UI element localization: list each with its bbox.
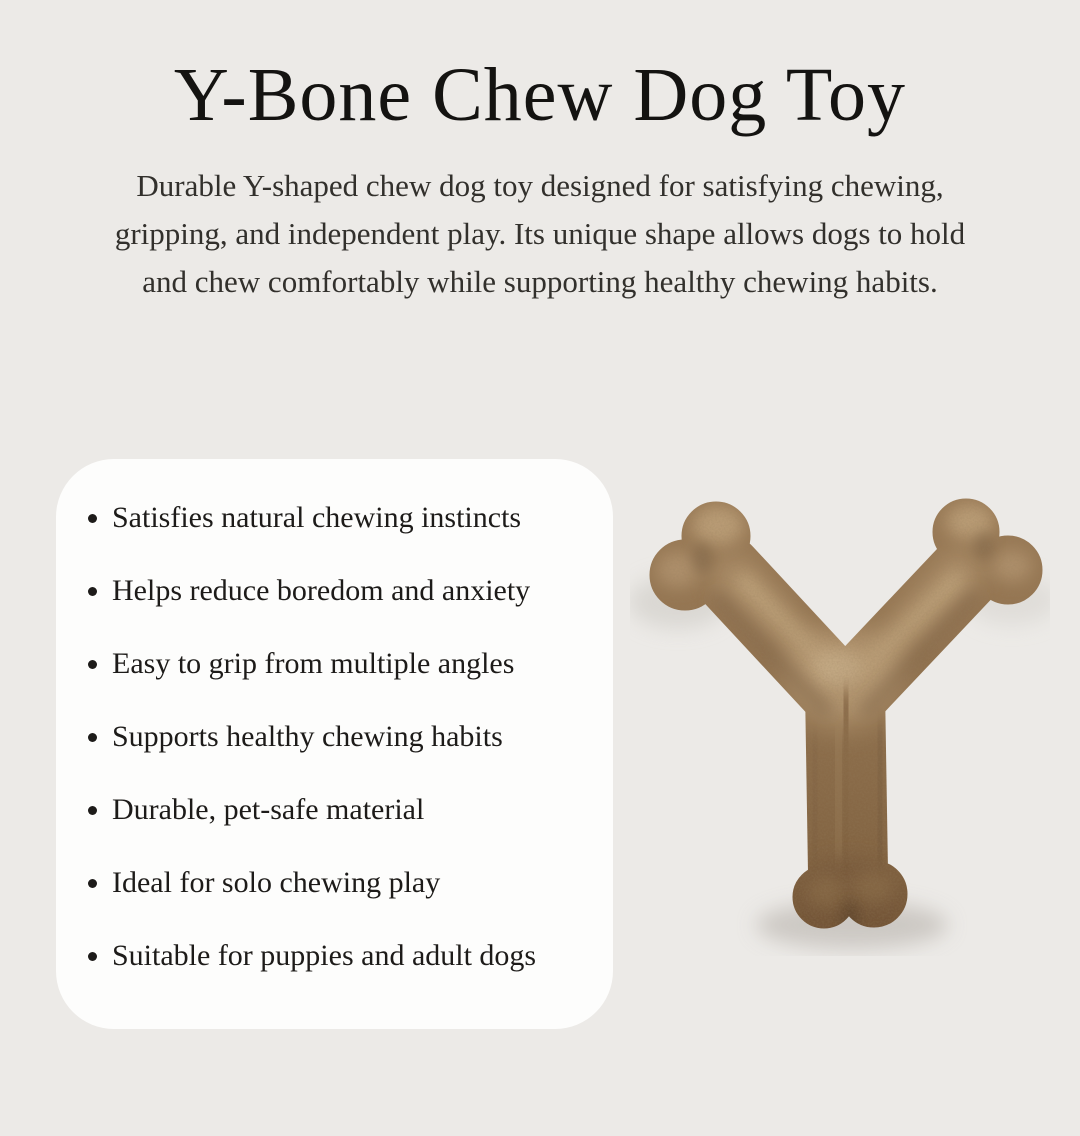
product-description: Durable Y-shaped chew dog toy designed for satisfying chewing, gripping, and independent play. Its unique shape allows dogs to hold and chew comfortably while supporting healthy chewing habits. (114, 167, 966, 299)
list-item (88, 791, 589, 829)
bullet-dot-icon (88, 952, 97, 961)
bullet-dot-icon (88, 587, 97, 596)
list-item (88, 937, 589, 975)
features-list (56, 459, 613, 1029)
feature-text: Supports healthy chewing habits (112, 720, 503, 753)
feature-text: Satisfies natural chewing instincts (112, 501, 522, 534)
page-title: Y-Bone Chew Dog Toy (173, 53, 907, 137)
list-item (88, 645, 589, 683)
feature-text: Ideal for solo chewing play (112, 866, 441, 899)
bullet-dot-icon (88, 733, 97, 742)
product-image (630, 476, 1050, 956)
bullet-dot-icon (88, 514, 97, 523)
feature-text: Durable, pet-safe material (112, 793, 425, 826)
list-item (88, 864, 589, 902)
list-item (88, 718, 589, 756)
feature-text: Helps reduce boredom and anxiety (112, 574, 531, 607)
bullet-dot-icon (88, 660, 97, 669)
features-card (56, 459, 613, 1029)
bullet-dot-icon (88, 806, 97, 815)
bullet-dot-icon (88, 879, 97, 888)
list-item (88, 499, 589, 537)
y-bone-illustration (630, 476, 1050, 956)
feature-text: Easy to grip from multiple angles (112, 647, 515, 680)
list-item (88, 572, 589, 610)
feature-text: Suitable for puppies and adult dogs (112, 939, 537, 972)
